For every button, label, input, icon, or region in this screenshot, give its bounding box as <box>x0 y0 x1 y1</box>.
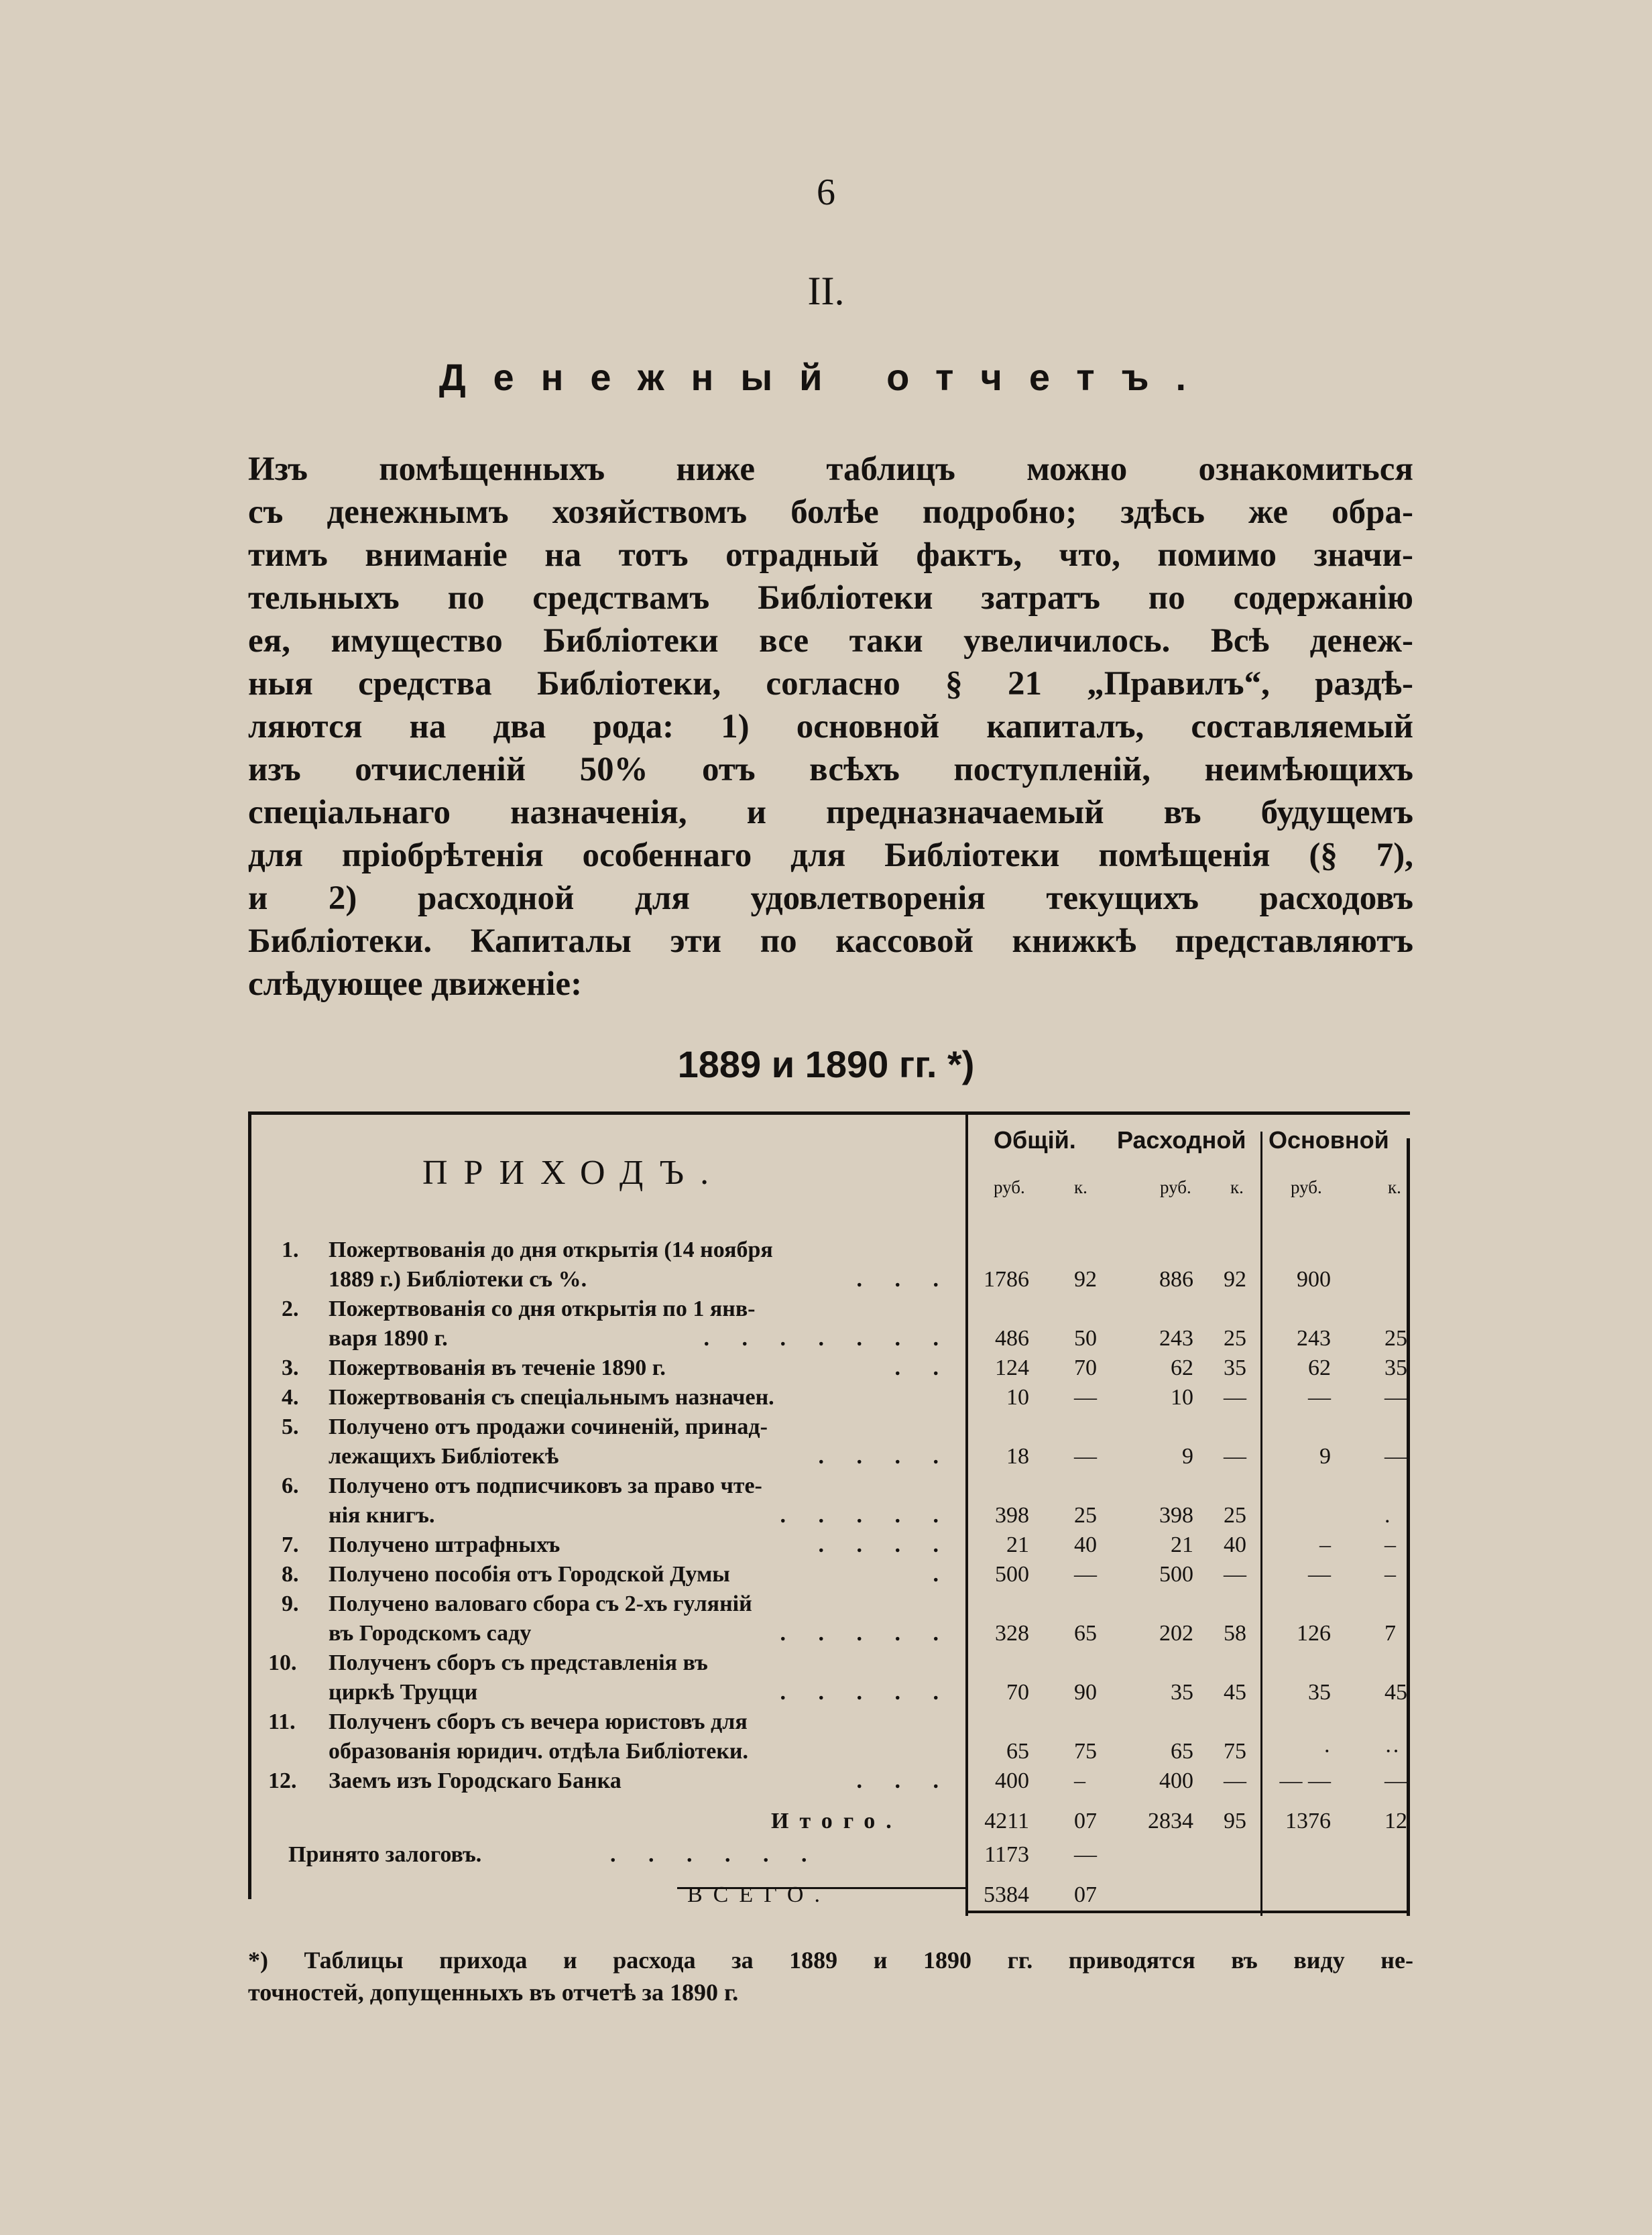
raskhodnoy-rub: 400 <box>1159 1768 1193 1793</box>
raskhodnoy-kop: — <box>1224 1562 1246 1587</box>
osnovnoy-rub: — <box>1308 1385 1331 1410</box>
osnovnoy-kop: ·· <box>1384 1739 1400 1764</box>
sub-header-kop: к. <box>1230 1177 1244 1197</box>
body-line: Изъ помѣщенныхъ ниже таблицъ можно ознакомиться <box>248 450 1413 488</box>
footnote-line: точностей, допущенныхъ въ отчетѣ за 1890 г. <box>248 1979 739 2006</box>
row-label: Получено пособія отъ Городской Думы <box>329 1562 730 1587</box>
body-line: ея, имущество Библіотеки все таки увеличилось. Всѣ денеж- <box>248 622 1413 660</box>
raskhodnoy-rub: 500 <box>1159 1562 1193 1587</box>
sub-header-kop: к. <box>1074 1177 1087 1197</box>
raskhodnoy-kop: — <box>1224 1385 1246 1410</box>
zalog-obshchiy-rub: 1173 <box>984 1842 1029 1867</box>
vsego-obshchiy-kop: 07 <box>1074 1882 1097 1907</box>
raskhodnoy-rub: 35 <box>1171 1680 1193 1705</box>
row-label: Получено валоваго сбора съ 2-хъ гуляній <box>329 1591 752 1616</box>
itogo-obshchiy-kop: 07 <box>1074 1809 1097 1833</box>
row-dots: . . . . . <box>780 1680 952 1705</box>
row-label-cont: циркѣ Труцци <box>329 1680 478 1705</box>
raskhodnoy-rub: 9 <box>1182 1444 1193 1469</box>
obshchiy-rub: 328 <box>995 1621 1029 1646</box>
obshchiy-rub: 500 <box>995 1562 1029 1587</box>
obshchiy-kop: 90 <box>1074 1680 1097 1705</box>
row-label: Пожертвованія съ спеціальнымъ назначен. <box>329 1385 774 1410</box>
obshchiy-kop: 25 <box>1074 1503 1097 1528</box>
row-label: Пожертвованія въ теченіе 1890 г. <box>329 1355 666 1380</box>
sub-header-rub: руб. <box>1160 1177 1191 1197</box>
row-number: 12. <box>268 1768 297 1793</box>
osnovnoy-kop: – <box>1384 1532 1396 1557</box>
row-label: Получено штрафныхъ <box>329 1532 560 1557</box>
row-label-cont: нія книгъ. <box>329 1503 435 1528</box>
raskhodnoy-kop: 92 <box>1224 1267 1246 1292</box>
row-label-cont: лежащихъ Библіотекѣ <box>329 1444 559 1469</box>
body-line: и 2) расходной для удовлетворенія текущихъ расходовъ <box>248 880 1413 917</box>
osnovnoy-kop: — <box>1384 1768 1407 1793</box>
body-line: для пріобрѣтенія особеннаго для Библіотеки помѣщенія (§ 7), <box>248 837 1413 874</box>
sub-header-rub: руб. <box>1291 1177 1322 1197</box>
footnote-line: *) Таблицы прихода и расхода за 1889 и 1890 гг. приводятся въ виду не- <box>248 1947 1413 1974</box>
itogo-raskhodnoy-kop: 95 <box>1224 1809 1246 1833</box>
row-dots: . . . . . <box>780 1503 952 1528</box>
row-dots: . . . <box>856 1267 952 1292</box>
col-header-raskhodnoy: Расходной <box>1117 1126 1246 1154</box>
osnovnoy-rub: 62 <box>1308 1355 1331 1380</box>
row-dots: . <box>933 1562 952 1587</box>
osnovnoy-rub: 900 <box>1297 1267 1331 1292</box>
osnovnoy-rub: 126 <box>1297 1621 1331 1646</box>
table-left-rule <box>248 1111 251 1899</box>
raskhodnoy-kop: — <box>1224 1444 1246 1469</box>
obshchiy-kop: 92 <box>1074 1267 1097 1292</box>
osnovnoy-kop: 7 <box>1384 1621 1396 1646</box>
zalog-dots: . . . . . . <box>610 1842 821 1867</box>
body-line: тимъ вниманіе на тотъ отрадный фактъ, что, помимо значи- <box>248 536 1413 574</box>
row-number: 8. <box>282 1562 299 1587</box>
row-number: 9. <box>282 1591 299 1616</box>
sub-header-rub: руб. <box>994 1177 1025 1197</box>
row-label-cont: 1889 г.) Библіотеки съ %. <box>329 1267 587 1292</box>
table-top-rule <box>248 1111 1410 1115</box>
body-line: спеціальнаго назначенія, и предназначаемый въ будущемъ <box>248 794 1413 831</box>
obshchiy-rub: 10 <box>1006 1385 1029 1410</box>
itogo-osnovnoy-rub: 1376 <box>1285 1809 1331 1833</box>
osnovnoy-kop: – <box>1384 1562 1396 1587</box>
osnovnoy-kop: 35 <box>1384 1355 1407 1380</box>
itogo-label: Итого. <box>771 1809 902 1833</box>
table-title: 1889 и 1890 гг. *) <box>677 1043 975 1085</box>
row-number: 7. <box>282 1532 299 1557</box>
raskhodnoy-rub: 62 <box>1171 1355 1193 1380</box>
column-rule <box>1260 1132 1262 1916</box>
raskhodnoy-rub: 886 <box>1159 1267 1193 1292</box>
body-line: съ денежнымъ хозяйствомъ болѣе подробно; здѣсь же обра- <box>248 493 1413 531</box>
obshchiy-kop: 65 <box>1074 1621 1097 1646</box>
raskhodnoy-kop: 40 <box>1224 1532 1246 1557</box>
row-number: 5. <box>282 1414 299 1439</box>
obshchiy-kop: — <box>1074 1444 1097 1469</box>
obshchiy-kop: — <box>1074 1562 1097 1587</box>
osnovnoy-rub: 35 <box>1308 1680 1331 1705</box>
body-line: Библіотеки. Капиталы эти по кассовой книжкѣ представляютъ <box>248 922 1413 960</box>
itogo-raskhodnoy-rub: 2834 <box>1148 1809 1193 1833</box>
row-number: 3. <box>282 1355 299 1380</box>
itogo-osnovnoy-kop: 12 <box>1384 1809 1407 1833</box>
osnovnoy-kop: — <box>1384 1444 1407 1469</box>
raskhodnoy-rub: 398 <box>1159 1503 1193 1528</box>
row-dots: . . . <box>856 1768 952 1793</box>
income-table <box>248 1111 1410 1916</box>
sub-header-kop: к. <box>1388 1177 1401 1197</box>
row-number: 1. <box>282 1237 299 1262</box>
raskhodnoy-kop: 58 <box>1224 1621 1246 1646</box>
itogo-obshchiy-rub: 4211 <box>984 1809 1029 1833</box>
col-header-osnovnoy: Основной <box>1268 1126 1389 1154</box>
row-label: Заемъ изъ Городскаго Банка <box>329 1768 622 1793</box>
row-number: 6. <box>282 1473 299 1498</box>
obshchiy-rub: 398 <box>995 1503 1029 1528</box>
vsego-obshchiy-rub: 5384 <box>984 1882 1029 1907</box>
row-number: 11. <box>268 1709 296 1734</box>
row-number: 10. <box>268 1650 297 1675</box>
row-label: Пожертвованія со дня открытія по 1 янв- <box>329 1296 756 1321</box>
raskhodnoy-kop: 35 <box>1224 1355 1246 1380</box>
body-line: ныя средства Библіотеки, согласно § 21 „Правилъ“, раздѣ- <box>248 665 1413 703</box>
row-number: 4. <box>282 1385 299 1410</box>
obshchiy-rub: 65 <box>1006 1739 1029 1764</box>
osnovnoy-kop: — <box>1384 1385 1407 1410</box>
obshchiy-kop: 40 <box>1074 1532 1097 1557</box>
column-rule <box>965 1111 968 1916</box>
row-dots: . . . . <box>818 1532 952 1557</box>
raskhodnoy-rub: 21 <box>1171 1532 1193 1557</box>
row-label: Получено отъ продажи сочиненій, принад- <box>329 1414 768 1439</box>
row-label: Полученъ сборъ съ вечера юристовъ для <box>329 1709 748 1734</box>
row-label: Пожертвованія до дня открытія (14 ноября <box>329 1237 773 1262</box>
section-numeral: II. <box>807 269 845 313</box>
prikhod-header: ПРИХОДЪ. <box>422 1154 725 1192</box>
obshchiy-rub: 18 <box>1006 1444 1029 1469</box>
row-label: Полученъ сборъ съ представленія въ <box>329 1650 708 1675</box>
body-line: ляются на два рода: 1) основной капиталъ, составляемый <box>248 708 1413 745</box>
obshchiy-kop: – <box>1074 1768 1085 1793</box>
body-line: тельныхъ по средствамъ Библіотеки затратъ по содержанію <box>248 579 1413 617</box>
obshchiy-rub: 124 <box>995 1355 1029 1380</box>
row-dots: . . . . . . . <box>703 1326 952 1351</box>
osnovnoy-rub: · <box>1323 1739 1331 1764</box>
vsego-label: ВСЕГО. <box>687 1882 831 1907</box>
raskhodnoy-rub: 202 <box>1159 1621 1193 1646</box>
osnovnoy-rub: 9 <box>1319 1444 1331 1469</box>
obshchiy-rub: 400 <box>995 1768 1029 1793</box>
col-header-obshchiy: Общій. <box>994 1126 1076 1154</box>
raskhodnoy-rub: 65 <box>1171 1739 1193 1764</box>
osnovnoy-kop: 25 <box>1384 1326 1407 1351</box>
obshchiy-rub: 1786 <box>984 1267 1029 1292</box>
zalog-label: Принято залоговъ. <box>288 1842 482 1867</box>
body-text <box>248 448 1413 1006</box>
body-line: изъ отчисленій 50% отъ всѣхъ поступленій, неимѣющихъ <box>248 751 1413 788</box>
zalog-obshchiy-kop: — <box>1074 1842 1097 1867</box>
obshchiy-kop: — <box>1074 1385 1097 1410</box>
osnovnoy-kop: 45 <box>1384 1680 1407 1705</box>
raskhodnoy-kop: 25 <box>1224 1326 1246 1351</box>
row-label-cont: образованія юридич. отдѣла Библіотеки. <box>329 1739 749 1764</box>
row-dots: . . . . <box>818 1444 952 1469</box>
osnovnoy-kop: . <box>1384 1503 1391 1528</box>
raskhodnoy-kop: 25 <box>1224 1503 1246 1528</box>
row-label-cont: въ Городскомъ саду <box>329 1621 532 1646</box>
raskhodnoy-kop: 45 <box>1224 1680 1246 1705</box>
row-label: Получено отъ подписчиковъ за право чте- <box>329 1473 762 1498</box>
row-number: 2. <box>282 1296 299 1321</box>
raskhodnoy-rub: 243 <box>1159 1326 1193 1351</box>
raskhodnoy-kop: — <box>1224 1768 1246 1793</box>
osnovnoy-rub: 243 <box>1297 1326 1331 1351</box>
obshchiy-kop: 50 <box>1074 1326 1097 1351</box>
obshchiy-rub: 70 <box>1006 1680 1029 1705</box>
body-line: слѣдующее движеніе: <box>248 965 583 1003</box>
osnovnoy-rub: — — <box>1279 1768 1331 1793</box>
row-dots: . . <box>894 1355 952 1380</box>
section-title: Денежный отчетъ. <box>438 356 1214 398</box>
page-number: 6 <box>817 172 835 213</box>
row-dots: . . . . . <box>780 1621 952 1646</box>
obshchiy-kop: 70 <box>1074 1355 1097 1380</box>
footnote <box>248 1944 1413 2008</box>
obshchiy-kop: 75 <box>1074 1739 1097 1764</box>
osnovnoy-rub: — <box>1308 1562 1331 1587</box>
osnovnoy-rub: – <box>1319 1532 1331 1557</box>
table-right-rule <box>1407 1138 1410 1916</box>
obshchiy-rub: 486 <box>995 1326 1029 1351</box>
raskhodnoy-rub: 10 <box>1171 1385 1193 1410</box>
row-label-cont: варя 1890 г. <box>329 1326 448 1351</box>
obshchiy-rub: 21 <box>1006 1532 1029 1557</box>
raskhodnoy-kop: 75 <box>1224 1739 1246 1764</box>
table-bottom-rule <box>965 1911 1408 1913</box>
